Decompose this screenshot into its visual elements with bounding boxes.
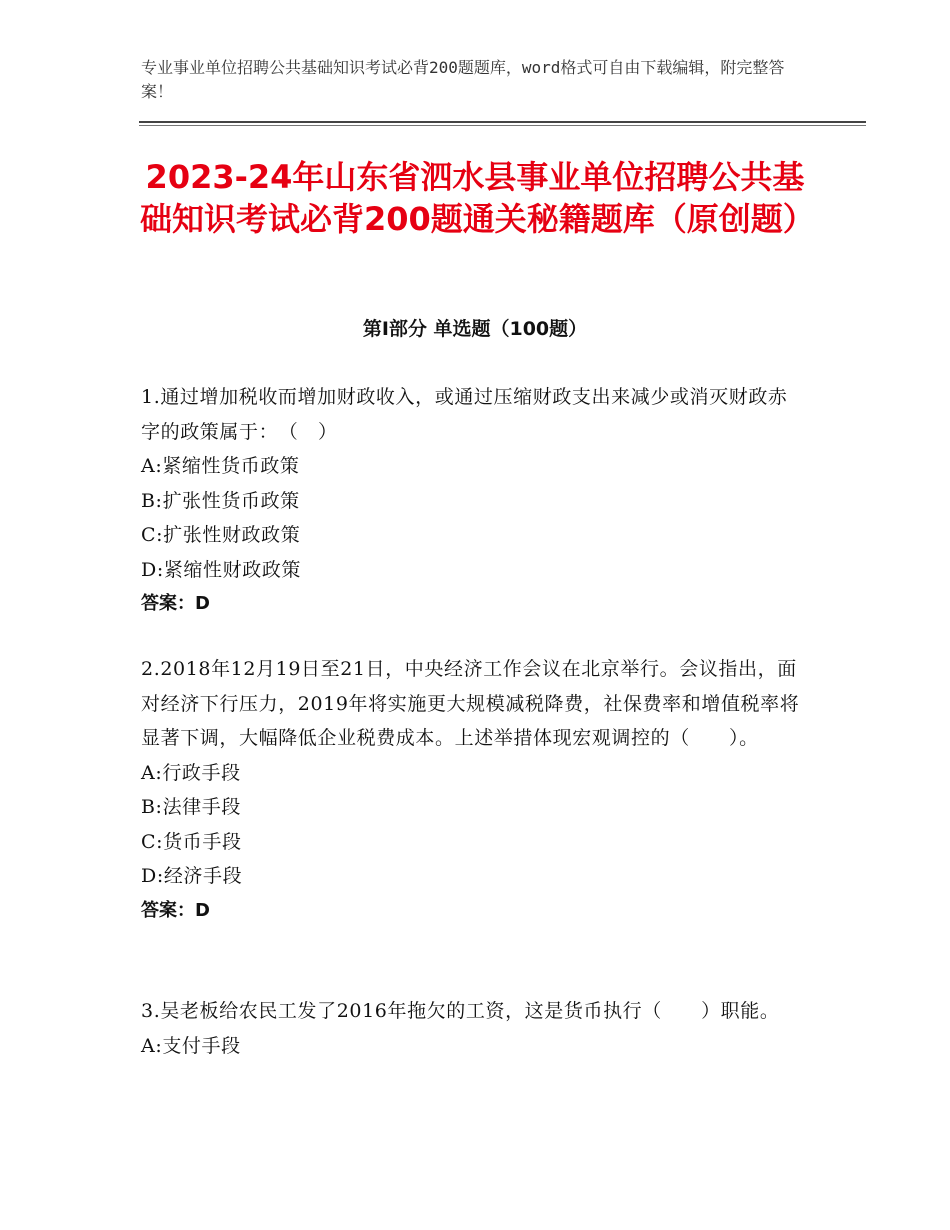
question-stem: 1.通过增加税收而增加财政收入，或通过压缩财政支出来减少或消灭财政赤字的政策属于： （ ） [141, 386, 788, 443]
question-stem: 2.2018年12月19日至21日，中央经济工作会议在北京举行。会议指出，面对经济下行压力，2019年将实施更大规模减税降费，社保费率和增值税率将显著下调，大幅降低企业税费成本。上述举措体现宏观调控的（ ）。 [141, 658, 800, 749]
question-2 [141, 652, 806, 928]
option-a: A:行政手段 [141, 761, 241, 784]
option-a: A:紧缩性货币政策 [141, 455, 300, 477]
option-d: D:经济手段 [141, 865, 243, 887]
header-note: 专业事业单位招聘公共基础知识考试必背200题题库，word格式可自由下载编辑，附完整答案！ [141, 58, 785, 101]
document-title: 2023-24年山东省泗水县事业单位招聘公共基础知识考试必背200题通关秘籍题库（原创题） [140, 158, 815, 238]
option-b: B:扩张性货币政策 [141, 489, 300, 512]
question-3 [141, 994, 806, 1063]
option-c: C:扩张性财政政策 [141, 524, 301, 546]
option-d: D:紧缩性财政政策 [141, 558, 302, 581]
header-divider [139, 121, 866, 123]
section-title: 第Ⅰ部分 单选题（100题） [362, 318, 588, 340]
header-divider-thin [139, 125, 866, 126]
answer: 答案：D [141, 593, 210, 614]
question-1 [141, 380, 806, 621]
option-b: B:法律手段 [141, 796, 241, 818]
option-c: C:货币手段 [141, 830, 242, 853]
question-stem: 3.吴老板给农民工发了2016年拖欠的工资，这是货币执行（ ）职能。 [141, 1000, 780, 1022]
option-a: A:支付手段 [141, 1034, 241, 1057]
answer: 答案：D [141, 899, 210, 921]
